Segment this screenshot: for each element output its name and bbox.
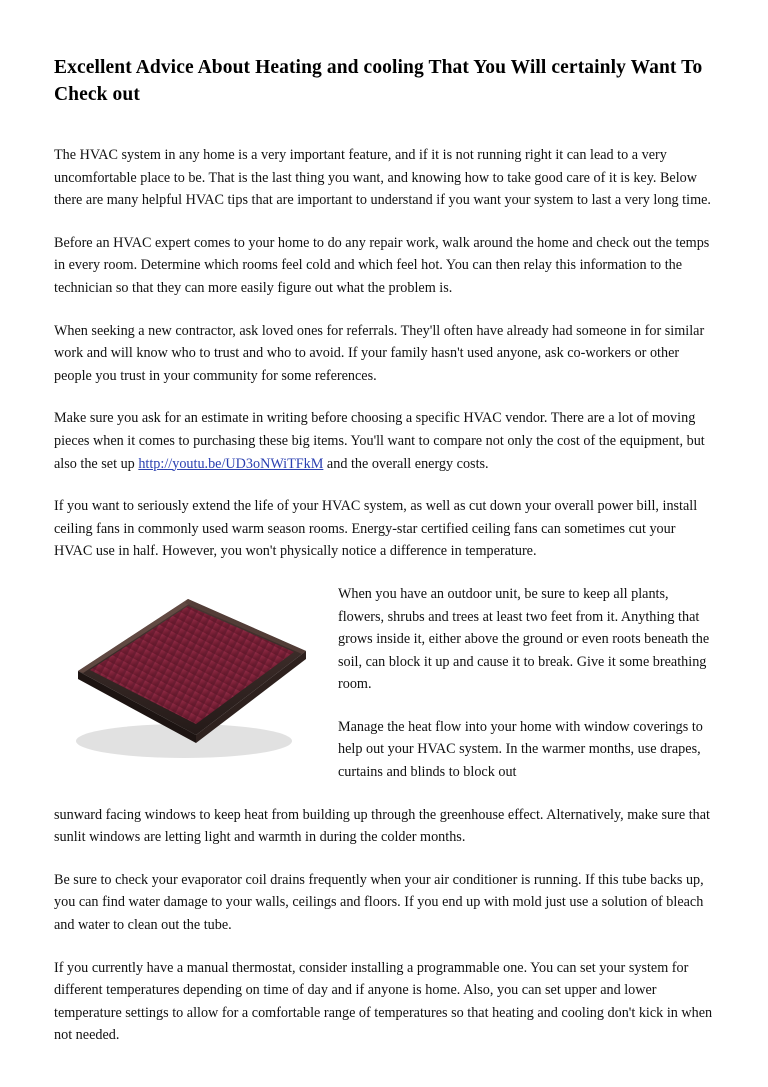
estimate-text-before: Make sure you ask for an estimate in writing before choosing a specific HVAC vendor. There are a lot of moving pieces when it comes to purchasing these big items. You'll want to compare not only the cost of the equipment, but also the set up [54,410,705,472]
youtube-link[interactable]: http://youtu.be/UD3oNWiTFkM [138,455,324,472]
paragraph-referrals: When seeking a new contractor, ask loved ones for referrals. They'll often have already had someone in for similar work and will know who to trust and who to avoid. If your family hasn't used anyone, ask co-workers or other people you trust in your community for some references. [54,322,705,384]
air-filter-image [64,589,314,769]
paragraph-estimate [54,407,713,475]
figure-text-wrap [54,583,713,804]
paragraph-prep: Before an HVAC expert comes to your home to do any repair work, walk around the home and check out the temps in every room. Determine which rooms feel cold and which feel hot. You can then relay this information to the technician so that they can more easily figure out what the problem is. [54,234,710,296]
paragraph-window-coverings-wrapped: Manage the heat flow into your home with window coverings to help out your HVAC system. In the warmer months, use drapes, curtains and blinds to block out [338,718,703,781]
paragraph-evaporator-coil: Be sure to check your evaporator coil drains frequently when your air conditioner is running. If this tube backs up, you can find water damage to your walls, ceilings and floors. If you end up with mold just use a solution of bleach and water to clean out the tube. [54,871,704,934]
estimate-text-after: and the overall energy costs. [323,455,489,472]
paragraph-window-coverings-rest: sunward facing windows to keep heat from building up through the greenhouse effect. Alternatively, make sure that sunlit windows are letting light and warmth in during the colder months. [54,806,710,846]
air-filter-illustration [64,589,314,769]
paragraph-outdoor-unit: When you have an outdoor unit, be sure to keep all plants, flowers, shrubs and trees at least two feet from it. Anything that grows inside it, either above the ground or even roots beneath the soil, can block it up and cause it to break. Give it some breathing room. [338,585,710,693]
paragraph-intro: The HVAC system in any home is a very important feature, and if it is not running right it can lead to a very uncomfortable place to be. That is the last thing you want, and knowing how to take good care of it is key. Below there are many helpful HVAC tips that are important to understand if you want your system to last a very long time. [54,147,711,209]
page-title: Excellent Advice About Heating and cooling That You Will certainly Want To Check out [54,57,703,105]
figure-air-filter [54,589,320,769]
paragraph-ceiling-fans: If you want to seriously extend the life of your HVAC system, as well as cut down your overall power bill, install ceiling fans in commonly used warm season rooms. Energy-star certified ceiling fans can sometimes cut your HVAC use in half. However, you won't physically notice a difference in temperature. [54,498,698,560]
paragraph-thermostat: If you currently have a manual thermostat, consider installing a programmable one. You can set your system for different temperatures depending on time of day and if anyone is home. Also, you can set upper and lower temperature settings to allow for a comfortable range of temperatures so that heating and cooling don't kick in when not needed. [54,959,713,1044]
document-body [54,144,713,1047]
